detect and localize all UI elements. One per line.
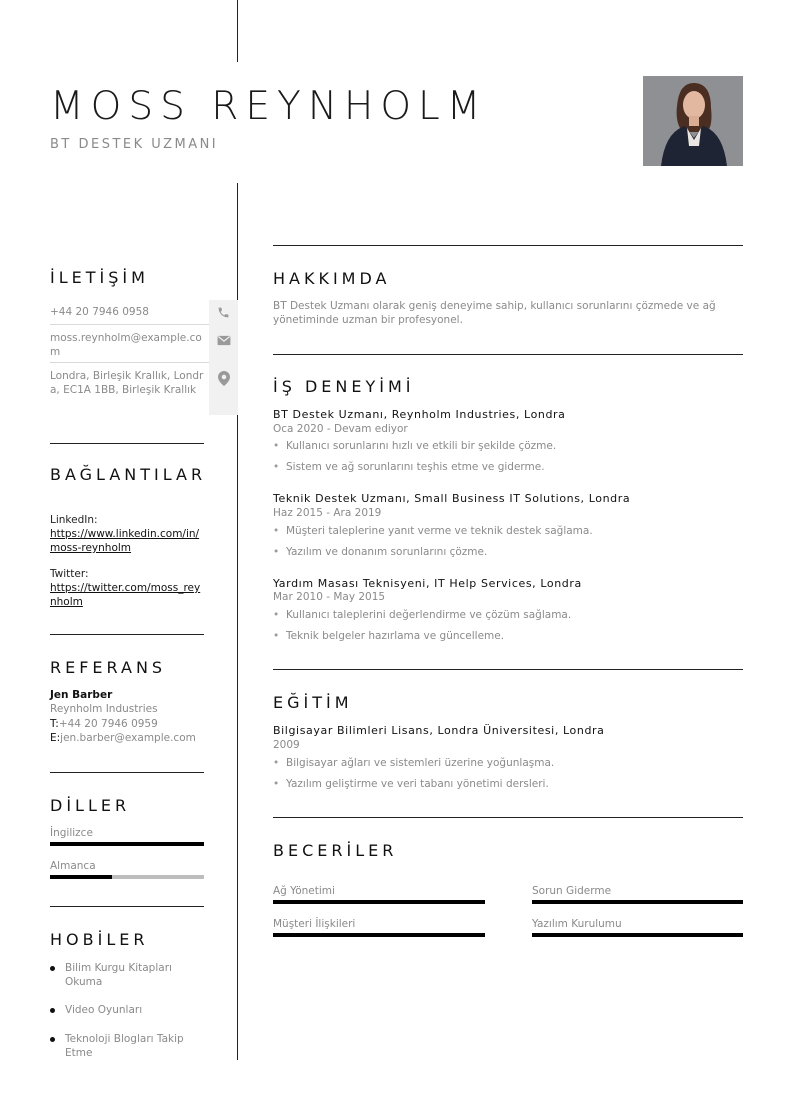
section-divider	[50, 906, 204, 907]
education-bullet: • Yazılım geliştirme ve veri tabanı yönetimi dersleri.	[273, 778, 549, 790]
skill-level-bar	[273, 933, 485, 937]
reference-email-label: E:	[50, 732, 61, 744]
job-bullet-text: Kullanıcı sorunlarını hızlı ve etkili bir şekilde çözme.	[286, 440, 557, 452]
contact-email[interactable]: moss.reynholm@example.com	[50, 332, 202, 358]
contact-phone-row	[50, 300, 238, 325]
linkedin-label: LinkedIn:	[50, 514, 98, 526]
section-divider	[273, 817, 743, 818]
profile-photo	[643, 76, 743, 166]
language-name: Almanca	[50, 860, 96, 872]
mail-icon	[209, 325, 238, 363]
phone-icon	[209, 300, 238, 325]
languages-heading: DİLLER	[50, 796, 131, 815]
job-title: Teknik Destek Uzmanı, Small Business IT Solutions, Londra	[273, 492, 631, 505]
about-heading: HAKKIMDA	[273, 269, 391, 288]
job-title: BT Destek Uzmanı, Reynholm Industries, Londra	[273, 408, 566, 421]
section-divider	[273, 245, 743, 246]
section-divider	[50, 443, 204, 444]
job-title: Yardım Masası Teknisyeni, IT Help Services, Londra	[273, 577, 582, 590]
top-divider-line	[237, 0, 238, 62]
job-bullet: • Kullanıcı taleplerini değerlendirme ve çözüm sağlama.	[273, 609, 572, 621]
skills-heading: BECERİLER	[273, 841, 398, 860]
skill-level-bar	[532, 933, 743, 937]
education-year: 2009	[273, 739, 300, 751]
reference-phone[interactable]: +44 20 7946 0959	[58, 718, 158, 730]
twitter-label: Twitter:	[50, 568, 89, 580]
contact-email-row	[50, 325, 238, 363]
section-divider	[50, 772, 204, 773]
job-bullet: • Sistem ve ağ sorunlarını teşhis etme ve giderme.	[273, 461, 545, 473]
reference-phone-line	[50, 718, 158, 730]
hobby-item	[50, 1032, 204, 1060]
hobby-text: Bilim Kurgu Kitapları Okuma	[65, 962, 172, 988]
linkedin-link[interactable]: https://www.linkedin.com/in/moss-reynholm	[50, 528, 200, 554]
job-date: Oca 2020 - Devam ediyor	[273, 423, 408, 435]
language-level-fill	[50, 842, 204, 846]
hobbies-heading: HOBİLER	[50, 930, 149, 949]
references-heading: REFERANS	[50, 658, 167, 677]
experience-heading: İŞ DENEYİMİ	[273, 377, 415, 396]
language-level-bar	[50, 875, 204, 879]
reference-email[interactable]: jen.barber@example.com	[60, 732, 196, 744]
bullet-dot	[50, 1008, 55, 1013]
links-heading: BAĞLANTILAR	[50, 465, 207, 484]
education-bullet: • Bilgisayar ağları ve sistemleri üzerine yoğunlaşma.	[273, 757, 555, 769]
reference-name: Jen Barber	[50, 689, 113, 701]
skill-level-bar	[273, 900, 485, 904]
job-bullet-text: Müşteri taleplerine yanıt verme ve teknik destek sağlama.	[286, 525, 593, 537]
job-date: Haz 2015 - Ara 2019	[273, 507, 382, 519]
contact-heading: İLETİŞİM	[50, 268, 149, 287]
reference-company: Reynholm Industries	[50, 703, 158, 715]
hobby-item	[50, 961, 204, 989]
language-name: İngilizce	[50, 827, 93, 839]
language-level-fill	[50, 875, 112, 879]
contact-address: Londra, Birleşik Krallık, Londra, EC1A 1BB, Birleşik Krallık	[50, 370, 204, 396]
resume-job-title: BT DESTEK UZMANI	[50, 137, 219, 152]
skill-level-bar	[532, 900, 743, 904]
bullet-dot	[50, 966, 55, 971]
resume-name: MOSS REYNHOLM	[50, 84, 488, 129]
reference-phone-label: T:	[50, 718, 59, 730]
section-divider	[273, 669, 743, 670]
skill-name: Ağ Yönetimi	[273, 885, 335, 897]
job-bullet: • Teknik belgeler hazırlama ve güncelleme.	[273, 630, 505, 642]
job-bullet-text: Sistem ve ağ sorunlarını teşhis etme ve giderme.	[286, 461, 545, 473]
education-heading: EĞİTİM	[273, 693, 353, 712]
job-bullet-text: Teknik belgeler hazırlama ve güncelleme.	[286, 630, 505, 642]
job-bullet: • Müşteri taleplerine yanıt verme ve teknik destek sağlama.	[273, 525, 593, 537]
about-text: BT Destek Uzmanı olarak geniş deneyime sahip, kullanıcı sorunlarını çözmede ve ağ yönetiminde uzman bir profesyonel.	[273, 300, 716, 326]
hobby-text: Teknoloji Blogları Takip Etme	[65, 1033, 184, 1059]
skill-name: Yazılım Kurulumu	[532, 918, 622, 930]
location-pin-icon	[209, 363, 238, 415]
language-level-bar	[50, 842, 204, 846]
skill-name: Müşteri İlişkileri	[273, 918, 356, 930]
education-bullet-text: Bilgisayar ağları ve sistemleri üzerine yoğunlaşma.	[286, 757, 555, 769]
job-bullet: • Yazılım ve donanım sorunlarını çözme.	[273, 546, 488, 558]
job-bullet: • Kullanıcı sorunlarını hızlı ve etkili bir şekilde çözme.	[273, 440, 557, 452]
reference-email-line	[50, 732, 196, 744]
contact-address-row	[50, 363, 238, 415]
hobby-item	[50, 1003, 204, 1017]
bullet-dot	[50, 1037, 55, 1042]
twitter-link[interactable]: https://twitter.com/moss_reynholm	[50, 582, 201, 608]
education-bullet-text: Yazılım geliştirme ve veri tabanı yönetimi dersleri.	[286, 778, 549, 790]
section-divider	[50, 634, 204, 635]
job-bullet-text: Kullanıcı taleplerini değerlendirme ve çözüm sağlama.	[286, 609, 572, 621]
contact-phone[interactable]: +44 20 7946 0958	[50, 306, 149, 318]
job-date: Mar 2010 - May 2015	[273, 591, 386, 603]
hobby-text: Video Oyunları	[65, 1004, 143, 1016]
job-bullet-text: Yazılım ve donanım sorunlarını çözme.	[286, 546, 488, 558]
skill-name: Sorun Giderme	[532, 885, 612, 897]
section-divider	[273, 354, 743, 355]
education-degree: Bilgisayar Bilimleri Lisans, Londra Üniversitesi, Londra	[273, 724, 605, 737]
